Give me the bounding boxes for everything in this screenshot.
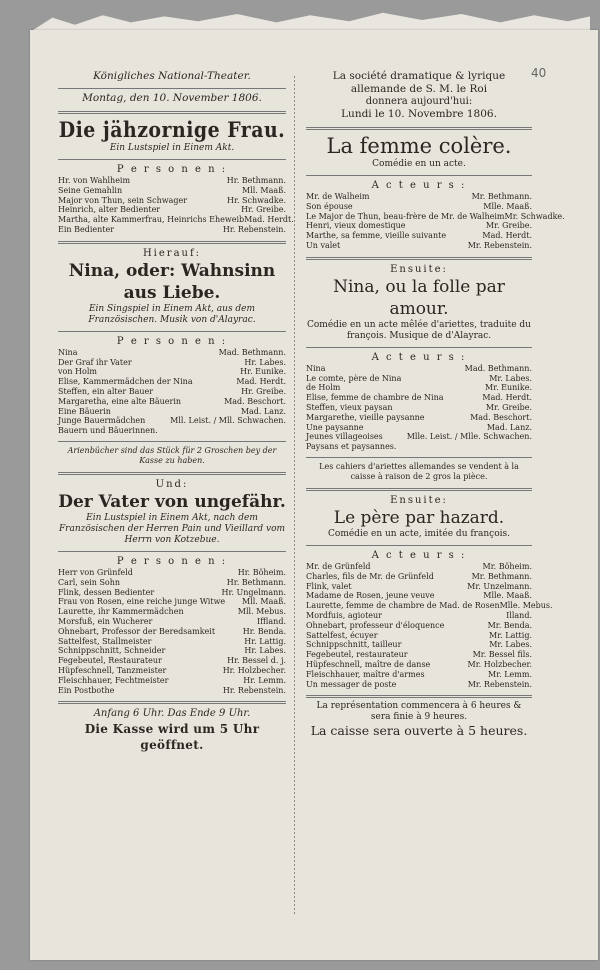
role-name: Hüpfeschnell, Tanzmeister [58,665,167,675]
cast-heading: P e r s o n e n : [116,335,228,347]
role-name: Margarethe, vieille paysanne [306,412,425,422]
cast-row [306,432,532,442]
role-name: Fleischhauer, Fechtmeister [58,675,169,685]
cast-row [306,650,532,660]
role-name: Sattelfest, Stallmeister [58,636,152,646]
divider-rule [306,457,532,458]
cast-row [306,562,532,572]
performance-date: Montag, den 10. November 1806. [82,92,262,104]
divider-rule [306,257,532,260]
role-name: Major von Thun, sein Schwager [58,195,188,205]
actor-name: Mr. Holzbecher. [467,659,532,669]
divider-rule [58,331,286,332]
cast-row [58,646,286,656]
role-name: Eine Bäuerin [58,406,111,416]
cast-heading: A c t e u r s : [371,351,467,363]
role-name: Ein Bedienter [58,224,115,234]
cast-row [58,607,286,617]
cast-list-2 [58,348,286,436]
role-name: Steffen, ein alter Bauer [58,386,154,396]
actor-name: Mlle. Leist. / Mlle. Schwachen. [406,432,532,442]
actor-name: Mr. Greibe. [485,402,532,412]
role-name: Hr. von Wahlheim [58,176,131,185]
actor-name: Hr. Bethmann. [226,176,286,185]
actor-name: Hr. Ungelmann. [221,587,286,597]
cast-row [306,231,532,241]
role-name: Mordfuis, agioteur [306,610,383,620]
actor-name: Mad. Herdt. [482,231,532,241]
actor-name: Hr. Eunike. [240,367,286,377]
cast-heading: P e r s o n e n : [116,164,228,175]
role-name: Schnippschnitt, Schneider [58,646,166,656]
cast-row [306,670,532,680]
role-name: Laurette, ihr Kammermädchen [58,607,184,617]
section-heading-hierauf: Hierauf: [142,247,202,259]
actor-name: Hr. Labes. [244,646,286,656]
cast-row [58,397,286,407]
cast-row [58,348,286,358]
cast-row [58,176,286,186]
actor-name: Mr. Lattig. [489,630,532,640]
actor-name: Mad. Beschort. [470,412,532,422]
actor-name: Mad. Beschort. [224,396,286,406]
actor-name: Mad. Bethmann. [218,347,286,357]
actor-name: Hr. Lattig. [244,636,286,646]
role-name: Morsfuß, ein Wucherer [58,616,153,626]
actor-name: Mad. Herdt. [482,393,532,403]
cast-row [58,637,286,647]
cast-row [306,631,532,641]
cast-row [58,666,286,676]
actor-name: Mr. Böheim. [482,561,532,571]
role-name: Marthe, sa femme, vieille suivante [306,231,447,241]
play3-subtitle: Comédie en un acte, imitée du françois. [328,528,510,539]
cast-row [58,215,294,225]
section-heading-und: Und: [155,478,189,490]
actor-name: Hr. Böheim. [237,567,286,577]
actor-name: Mlle. Mebus. [499,601,553,611]
role-name: Hüpfeschnell, maître de danse [306,659,431,669]
cast-row [58,407,286,417]
page-number: 40 [531,66,547,80]
cast-row [306,383,532,393]
divider-rule [58,88,286,89]
cast-row [58,416,286,426]
role-name: Le Major de Thun, beau-frère de Mr. de Walheim [306,211,505,221]
actor-name: Mr. Labes. [489,373,532,383]
actor-name: Mr. Greibe. [485,221,532,231]
cast-row [306,582,532,592]
start-end-times: La représentation commencera à 6 heures & sera finie à 9 heures. [316,701,522,723]
role-name: Steffen, vieux paysan [306,402,393,412]
libretto-note: Les cahiers d'ariettes allemandes se vendent à la caisse à raison de 2 gros la pièce. [319,461,519,481]
actor-name: Mad. Lanz. [240,406,286,416]
cast-row [306,374,532,384]
role-name: Junge Bauermädchen [58,416,146,426]
cast-row [58,205,286,215]
divider-rule [58,111,286,114]
divider-rule [58,159,286,160]
cast-row [306,591,532,601]
actor-name: Mlle. Maaß. [483,201,532,211]
divider-rule [306,175,532,176]
role-name: Mr. de Walheim [306,192,370,201]
cast-row [306,241,532,251]
actor-name: Mr. Rebenstein. [467,240,532,250]
cast-row [58,186,286,196]
play1-title: Die jähzornige Frau. [58,117,286,142]
actor-name: Hr. Labes. [244,357,286,367]
divider-rule [58,701,286,704]
cast-row [306,403,532,413]
role-name: Charles, fils de Mr. de Grünfeld [306,571,434,581]
cast-row [58,426,286,436]
cast-row [58,225,286,235]
actor-name: Mr. Rebenstein. [467,679,532,689]
role-name: Mr. de Grünfeld [306,561,371,571]
actor-name: Illand. [506,610,532,620]
role-name: Un valet [306,240,341,250]
cast-row [58,588,286,598]
actor-name: Mr. Bethmann. [471,192,532,201]
cast-row [58,617,286,627]
actor-name: Mad. Bethmann. [464,363,532,373]
cast-row [58,387,286,397]
play3-title: Der Vater von ungefähr. [58,491,286,512]
play1-subtitle: Comédie en un acte. [372,159,466,169]
actor-name: Hr. Rebenstein. [222,224,286,234]
divider-rule [306,695,532,698]
role-name: Fleischhauer, maître d'armes [306,669,425,679]
divider-rule [58,241,286,244]
box-office-opening: Die Kasse wird um 5 Uhr geöffnet. [84,722,260,753]
role-name: Martha, alte Kammerfrau, Heinrichs Eheweib [58,215,245,225]
torn-paper-edge [30,8,590,32]
role-name: Carl, sein Sohn [58,577,121,587]
actor-name: Hr. Benda. [242,626,286,636]
cast-row [58,597,286,607]
cast-row [306,621,532,631]
box-office-opening: La caisse sera ouverte à 5 heures. [310,723,528,739]
role-name: Frau von Rosen, eine reiche junge Witwe [58,597,226,607]
cast-row [306,601,553,611]
role-name: Son épouse [306,201,353,211]
role-name: von Holm [58,367,97,377]
actor-name: Hr. Rebenstein. [222,685,286,695]
cast-row [306,611,532,621]
actor-name: Mll. Maaß. [241,185,286,195]
role-name: Flink, valet [306,581,352,591]
role-name: Nina [306,363,326,373]
cast-row [58,196,286,206]
play3-subtitle: Ein Lustspiel in Einem Akt, nach dem Französischen der Herren Pain und Vieillard vom Herrn von Kotzebue. [58,512,286,545]
cast-row [58,686,286,696]
role-name: Paysans et paysannes. [306,442,397,452]
actor-name: Iffland. [257,616,286,626]
cast-list-1 [306,192,565,251]
divider-rule [306,127,532,130]
cast-row [306,572,532,582]
role-name: Jeunes villageoises [306,432,383,442]
actor-name: Mlle. Maaß. [483,591,532,601]
role-name: Nina [58,347,78,357]
actor-name: Mr. Labes. [489,640,532,650]
role-name: Ein Postbothe [58,685,115,695]
play1-subtitle: Ein Lustspiel in Einem Akt. [109,143,235,153]
section-heading-ensuite: Ensuite: [390,494,448,506]
play3-title: Le père par hazard. [333,507,505,528]
role-name: Der Graf ihr Vater [58,357,132,367]
role-name: Elise, Kammermädchen der Nina [58,377,193,387]
play2-title: Nina, oder: Wahnsinn aus Liebe. [68,260,276,303]
role-name: Fegebeutel, restaurateur [306,650,408,660]
cast-row [58,367,286,377]
cast-heading: A c t e u r s : [371,549,467,561]
libretto-note: Arienbücher sind das Stück für 2 Groschen bey der Kasse zu haben. [67,445,277,465]
role-name: Laurette, femme de chambre de Mad. de Rosen [306,601,500,611]
role-name: Un messager de poste [306,679,397,689]
actor-name: Mr. Lemm. [488,669,532,679]
actor-name: Mll. Leist. / Mll. Schwachen. [170,416,286,426]
role-name: Sattelfest, écuyer [306,630,378,640]
cast-row [58,676,286,686]
cast-row [306,680,532,690]
cast-row [58,358,286,368]
play2-subtitle: Comédie en un acte mêlée d'ariettes, traduite du françois. Musique de d'Alayrac. [307,319,531,341]
actor-name: Hr. Greibe. [241,386,286,396]
role-name: Seine Gemahlin [58,185,123,195]
role-name: de Holm [306,383,341,393]
cast-row [306,202,532,212]
divider-rule [306,347,532,348]
actor-name: Hr. Greibe. [241,205,286,215]
section-heading-ensuite: Ensuite: [390,263,448,275]
role-name: Schnippschnitt, tailleur [306,640,402,650]
role-name: Heinrich, alter Bedienter [58,205,161,215]
cast-row [58,656,286,666]
start-end-times: Anfang 6 Uhr. Das Ende 9 Uhr. [93,708,251,720]
cast-row [306,192,532,202]
actor-name: Hr. Lemm. [243,675,286,685]
role-name: Une paysanne [306,422,364,432]
actor-name: Mll. Mebus. [237,607,286,617]
cast-row [306,423,532,433]
cast-list-3 [306,561,553,689]
role-name: Ohnebart, professeur d'éloquence [306,620,445,630]
play1-title: La femme colère. [326,134,512,158]
cast-row [306,413,532,423]
cast-row [306,221,532,231]
actor-name: Hr. Holzbecher. [222,665,286,675]
divider-rule [58,441,286,442]
cast-row [306,364,532,374]
donnera-line: donnera aujourd'hui: [365,96,473,107]
role-name: Henri, vieux domestique [306,221,406,231]
role-name: Le comte, père de Nina [306,373,402,383]
column-divider [294,76,295,916]
cast-row [58,627,286,637]
cast-list-1 [58,176,294,235]
actor-name: Hr. Bessel d. j. [227,656,286,666]
actor-name: Mll. Maaß. [241,597,286,607]
role-name: Flink, dessen Bedienter [58,587,155,597]
german-column [58,70,294,753]
cast-row [58,568,286,578]
cast-heading: A c t e u r s : [371,180,467,191]
actor-name: Mr. Eunike. [484,383,532,393]
actor-name: Mr. Bethmann. [471,571,532,581]
role-name: Herr von Grünfeld [58,567,133,577]
cast-heading: P e r s o n e n : [116,555,228,567]
actor-name: Hr. Bethmann. [226,577,286,587]
cast-row [306,442,532,452]
role-name: Margaretha, eine alte Bäuerin [58,396,182,406]
society-name: La société dramatique & lyrique allemande de S. M. le Roi [332,70,506,95]
cast-list-2 [306,364,532,452]
divider-rule [58,551,286,552]
cast-row [306,393,532,403]
play2-subtitle: Ein Singspiel in Einem Akt, aus dem Französischen. Musik von d'Alayrac. [88,303,256,325]
cast-row [306,660,532,670]
role-name: Ohnebart, Professor der Beredsamkeit [58,626,216,636]
cast-list-3 [58,568,286,695]
actor-name: Mad. Herdt. [236,377,286,387]
theater-name: Königliches National-Theater. [93,70,251,82]
role-name: Bauern und Bäuerinnen. [58,426,158,436]
play2-title: Nina, ou la folle par amour. [333,276,505,319]
divider-rule [58,472,286,475]
role-name: Elise, femme de chambre de Nina [306,393,444,403]
cast-row [58,578,286,588]
actor-name: Mr. Unzelmann. [467,581,532,591]
cast-row [58,377,286,387]
actor-name: Mr. Benda. [487,620,532,630]
role-name: Fegebeutel, Restaurateur [58,656,162,666]
actor-name: Hr. Schwadke. [227,195,286,205]
actor-name: Mad. Herdt. [244,215,294,225]
divider-rule [306,545,532,546]
role-name: Madame de Rosen, jeune veuve [306,591,435,601]
actor-name: Mr. Bessel fils. [472,650,532,660]
performance-date: Lundi le 10. Novembre 1806. [341,108,497,120]
actor-name: Mr. Schwadke. [504,211,565,221]
cast-row [306,640,532,650]
cast-row [306,211,565,222]
actor-name: Mad. Lanz. [486,422,532,432]
divider-rule [306,488,532,491]
